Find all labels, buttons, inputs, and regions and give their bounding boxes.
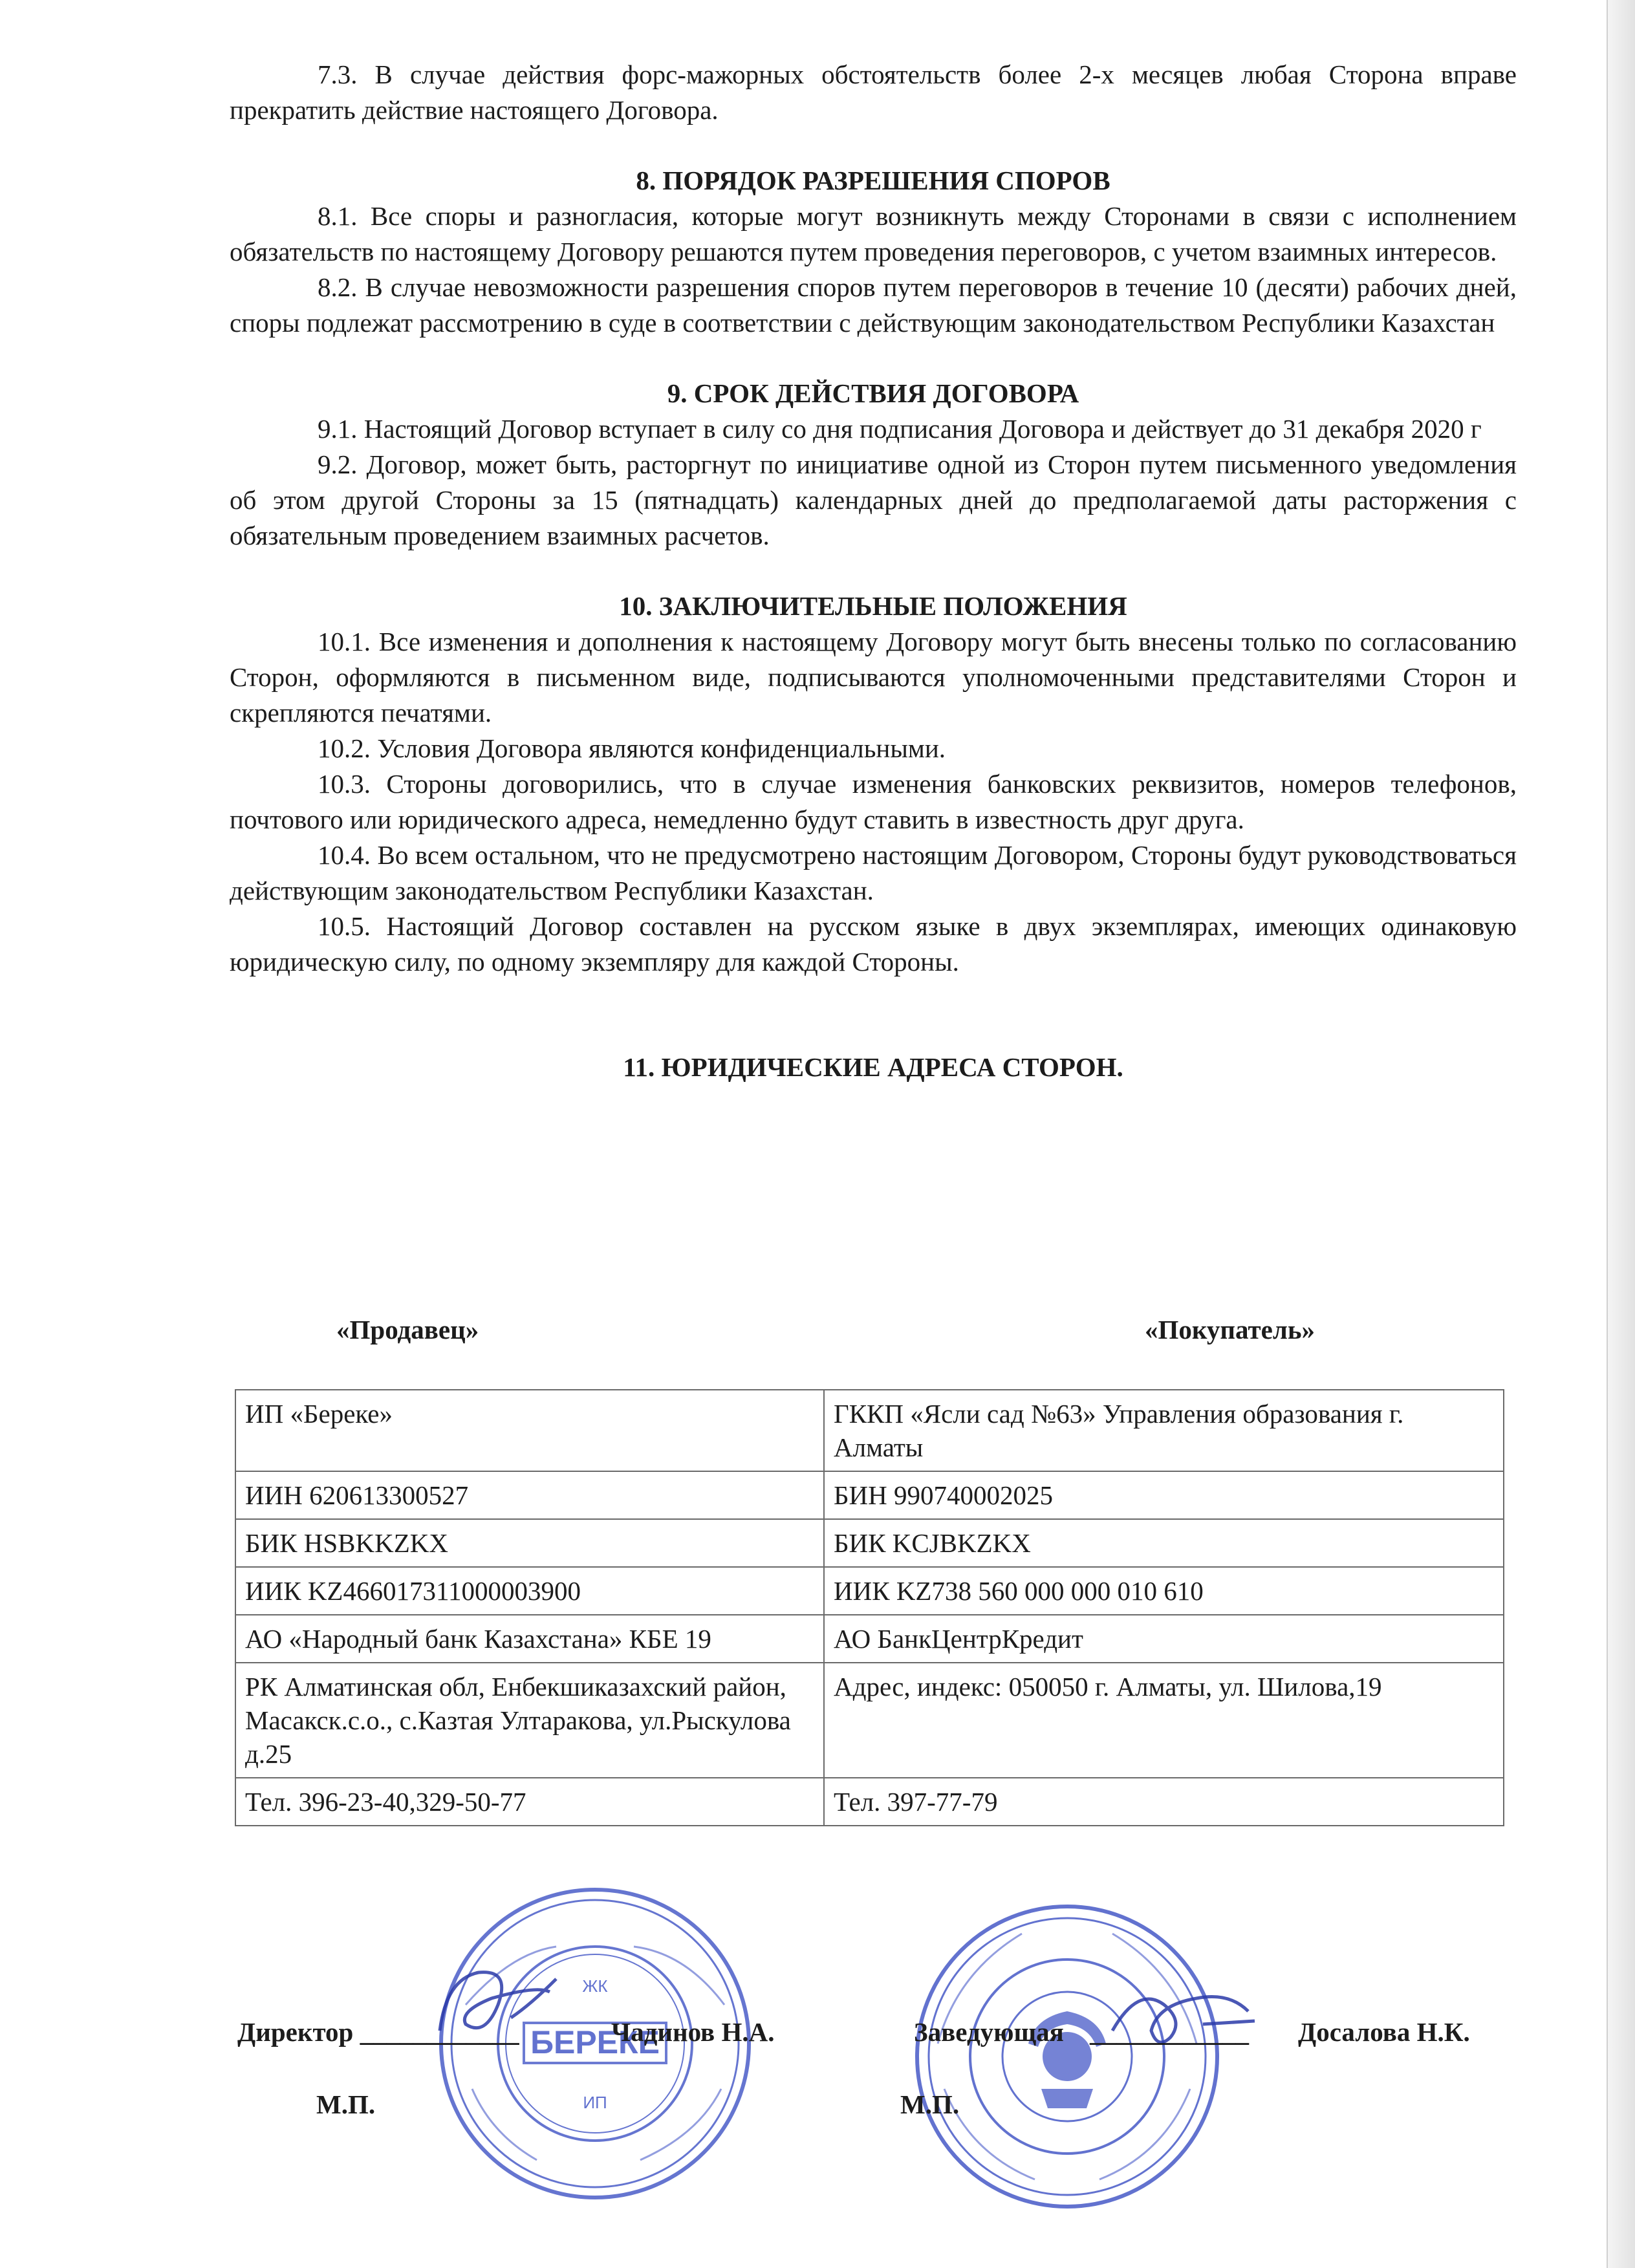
clause-7-3: 7.3. В случае действия форс-мажорных обстоятельств более 2-х месяцев любая Сторона вправе прекратить действие настоящего Договора. bbox=[230, 59, 1517, 125]
buyer-cell: Тел. 397-77-79 bbox=[824, 1778, 1504, 1826]
clause-8-1: 8.1. Все споры и разногласия, которые могут возникнуть между Сторонами в связи с исполнением обязательств по настоящему Договору решаются путем проведения переговоров, с учетом взаимных интересов. bbox=[230, 201, 1517, 266]
buyer-cell: БИК KCJBKZKX bbox=[824, 1519, 1504, 1567]
buyer-label: «Покупатель» bbox=[1145, 1315, 1316, 1345]
clause-9-1: 9.1. Настоящий Договор вступает в силу со дня подписания Договора и действует до 31 декабря 2020 г bbox=[318, 414, 1482, 444]
clause-10-5: 10.5. Настоящий Договор составлен на русском языке в двух экземплярах, имеющих одинаковую юридическую силу, по одному экземпляру для каждой Стороны. bbox=[230, 911, 1517, 977]
buyer-cell: ИИК KZ738 560 000 000 010 610 bbox=[824, 1567, 1504, 1615]
seller-signer-name: Чадинов Н.А. bbox=[611, 2017, 775, 2047]
page-edge bbox=[1607, 0, 1635, 2268]
seller-signer-role: Директор ____________ bbox=[237, 2017, 519, 2047]
seller-cell: БИК HSBKKZKX bbox=[235, 1519, 824, 1567]
section-11-title: 11. ЮРИДИЧЕСКИЕ АДРЕСА СТОРОН. bbox=[623, 1052, 1123, 1082]
buyer-cell: ГККП «Ясли сад №63» Управления образования г. Алматы bbox=[824, 1390, 1504, 1471]
requisites-table bbox=[235, 1389, 1504, 1826]
table-row bbox=[235, 1663, 1504, 1778]
buyer-signature-blank: ____________ bbox=[1090, 2017, 1249, 2047]
seller-cell: АО «Народный банк Казахстана» КБЕ 19 bbox=[235, 1615, 824, 1663]
table-row bbox=[235, 1778, 1504, 1826]
seller-cell: ИП «Береке» bbox=[235, 1390, 824, 1471]
clause-10-1: 10.1. Все изменения и дополнения к настоящему Договору могут быть внесены только по согласованию Сторон, оформляются в письменном виде, подписываются уполномоченными представителями Сторон и скрепляются печатями. bbox=[230, 627, 1517, 728]
clause-9-2: 9.2. Договор, может быть, расторгнут по инициативе одной из Сторон путем письменного уведомления об этом другой Стороны за 15 (пятнадцать) календарных дней до предполагаемой даты расторжения с обязательным проведением взаимных расчетов. bbox=[230, 449, 1517, 550]
clause-10-2: 10.2. Условия Договора являются конфиденциальными. bbox=[318, 733, 946, 763]
section-8-title: 8. ПОРЯДОК РАЗРЕШЕНИЯ СПОРОВ bbox=[636, 166, 1110, 195]
table-row bbox=[235, 1615, 1504, 1663]
buyer-cell: АО БанкЦентрКредит bbox=[824, 1615, 1504, 1663]
seal-place-line bbox=[237, 2089, 1518, 2128]
seller-label: «Продавец» bbox=[336, 1315, 479, 1345]
seller-cell: ИИН 620613300527 bbox=[235, 1471, 824, 1519]
buyer-cell: БИН 990740002025 bbox=[824, 1471, 1504, 1519]
clause-10-3: 10.3. Стороны договорились, что в случае изменения банковских реквизитов, номеров телефонов, почтового или юридического адреса, немедленно будут ставить в известность друг друга. bbox=[230, 769, 1517, 834]
seller-mp: М.П. bbox=[316, 2090, 376, 2119]
party-labels bbox=[230, 1314, 1517, 1353]
clause-10-4: 10.4. Во всем остальном, что не предусмотрено настоящим Договором, Стороны будут руководствоваться действующим законодательством Республики Казахстан. bbox=[230, 840, 1517, 905]
section-10-title: 10. ЗАКЛЮЧИТЕЛЬНЫЕ ПОЛОЖЕНИЯ bbox=[619, 591, 1127, 621]
section-9-title: 9. СРОК ДЕЙСТВИЯ ДОГОВОРА bbox=[667, 378, 1079, 408]
table-row bbox=[235, 1471, 1504, 1519]
seller-stamp-bottom: ИП bbox=[583, 2093, 607, 2112]
seller-stamp-name: БЕРЕКЕ bbox=[530, 2024, 660, 2060]
table-row bbox=[235, 1567, 1504, 1615]
seller-cell: Тел. 396-23-40,329-50-77 bbox=[235, 1778, 824, 1826]
signature-line bbox=[237, 2016, 1518, 2055]
seller-cell: РК Алматинская обл, Енбекшиказахский район, Масакск.с.о., с.Казтая Ултаракова, ул.Рыскулова д.25 bbox=[235, 1663, 824, 1778]
table-row bbox=[235, 1390, 1504, 1471]
buyer-signer-name: Досалова Н.К. bbox=[1298, 2017, 1470, 2047]
table-row bbox=[235, 1519, 1504, 1567]
buyer-signer-role: Заведующая bbox=[914, 2017, 1064, 2047]
clause-8-2: 8.2. В случае невозможности разрешения споров путем переговоров в течение 10 (десяти) рабочих дней, споры подлежат рассмотрению в суде в соответствии с действующим законодательством Республики Казахстан bbox=[230, 272, 1517, 338]
seller-cell: ИИК KZ466017311000003900 bbox=[235, 1567, 824, 1615]
seller-stamp-top: ЖК bbox=[582, 1976, 608, 1996]
buyer-stamp bbox=[905, 1895, 1229, 2218]
buyer-cell: Адрес, индекс: 050050 г. Алматы, ул. Шилова,19 bbox=[824, 1663, 1504, 1778]
buyer-mp: М.П. bbox=[900, 2090, 960, 2119]
contract-text bbox=[230, 57, 1517, 1085]
